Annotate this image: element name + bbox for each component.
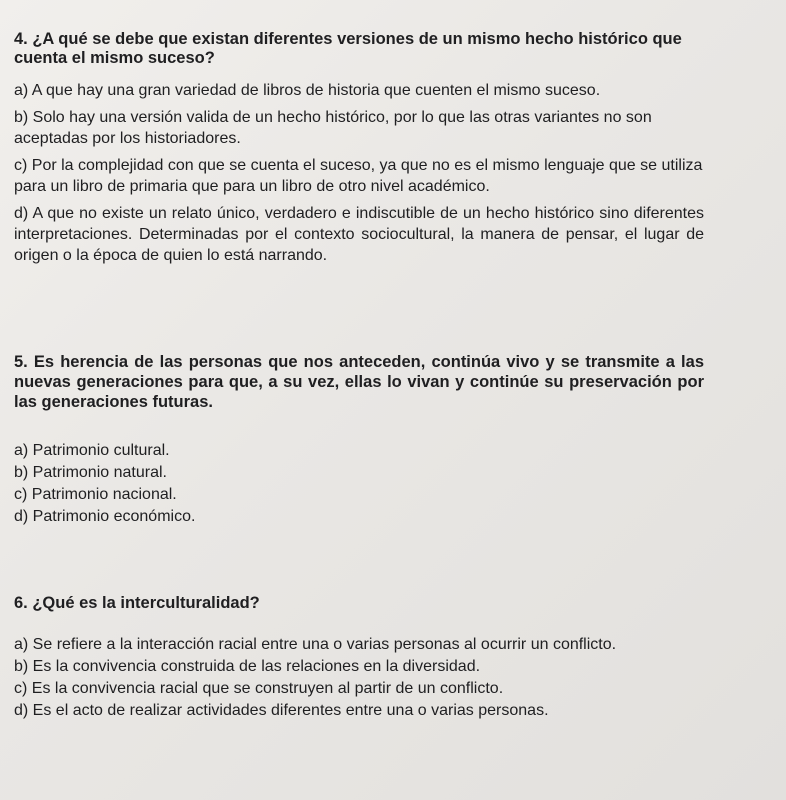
question-4-option-b: b) Solo hay una versión valida de un hecho histórico, por lo que las otras variantes no son aceptadas por los historiadores. [14, 109, 652, 147]
question-6 [14, 593, 704, 722]
question-5-options [14, 440, 704, 527]
question-5 [14, 352, 704, 528]
question-6-option-a: a) Se refiere a la interacción racial entre una o varias personas al ocurrir un conflicto. [14, 636, 617, 653]
question-4-text: 4. ¿A qué se debe que existan diferentes versiones de un mismo hecho histórico que cuenta el mismo suceso? [14, 30, 682, 67]
question-5-option-a: a) Patrimonio cultural. [14, 442, 170, 459]
question-5-option-b: b) Patrimonio natural. [14, 464, 167, 481]
question-4-option-a: a) A que hay una gran variedad de libros de historia que cuenten el mismo suceso. [14, 82, 601, 99]
question-6-option-c: c) Es la convivencia racial que se construyen al partir de un conflicto. [14, 680, 504, 697]
question-5-option-d: d) Patrimonio económico. [14, 508, 196, 525]
question-6-option-b: b) Es la convivencia construida de las relaciones en la diversidad. [14, 658, 481, 675]
question-4-option-d: d) A que no existe un relato único, verdadero e indiscutible de un hecho histórico sino diferentes interpretaciones. Determinadas por el contexto sociocultural, la manera de pensar, el lugar de origen o la época de quien lo está narrando. [14, 205, 704, 264]
question-6-text: 6. ¿Qué es la interculturalidad? [14, 594, 260, 612]
question-5-text: 5. Es herencia de las personas que nos anteceden, continúa vivo y se transmite a las nuevas generaciones para que, a su vez, ellas lo vivan y continúe su preservación por las generaciones futuras. [14, 353, 704, 411]
question-5-option-c: c) Patrimonio nacional. [14, 486, 177, 503]
question-6-option-d: d) Es el acto de realizar actividades diferentes entre una o varias personas. [14, 702, 549, 719]
question-4 [14, 30, 704, 272]
question-4-options [14, 80, 704, 266]
question-4-option-c: c) Por la complejidad con que se cuenta el suceso, ya que no es el mismo lenguaje que se utiliza para un libro de primaria que para un libro de otro nivel académico. [14, 157, 703, 195]
question-6-options [14, 634, 704, 721]
